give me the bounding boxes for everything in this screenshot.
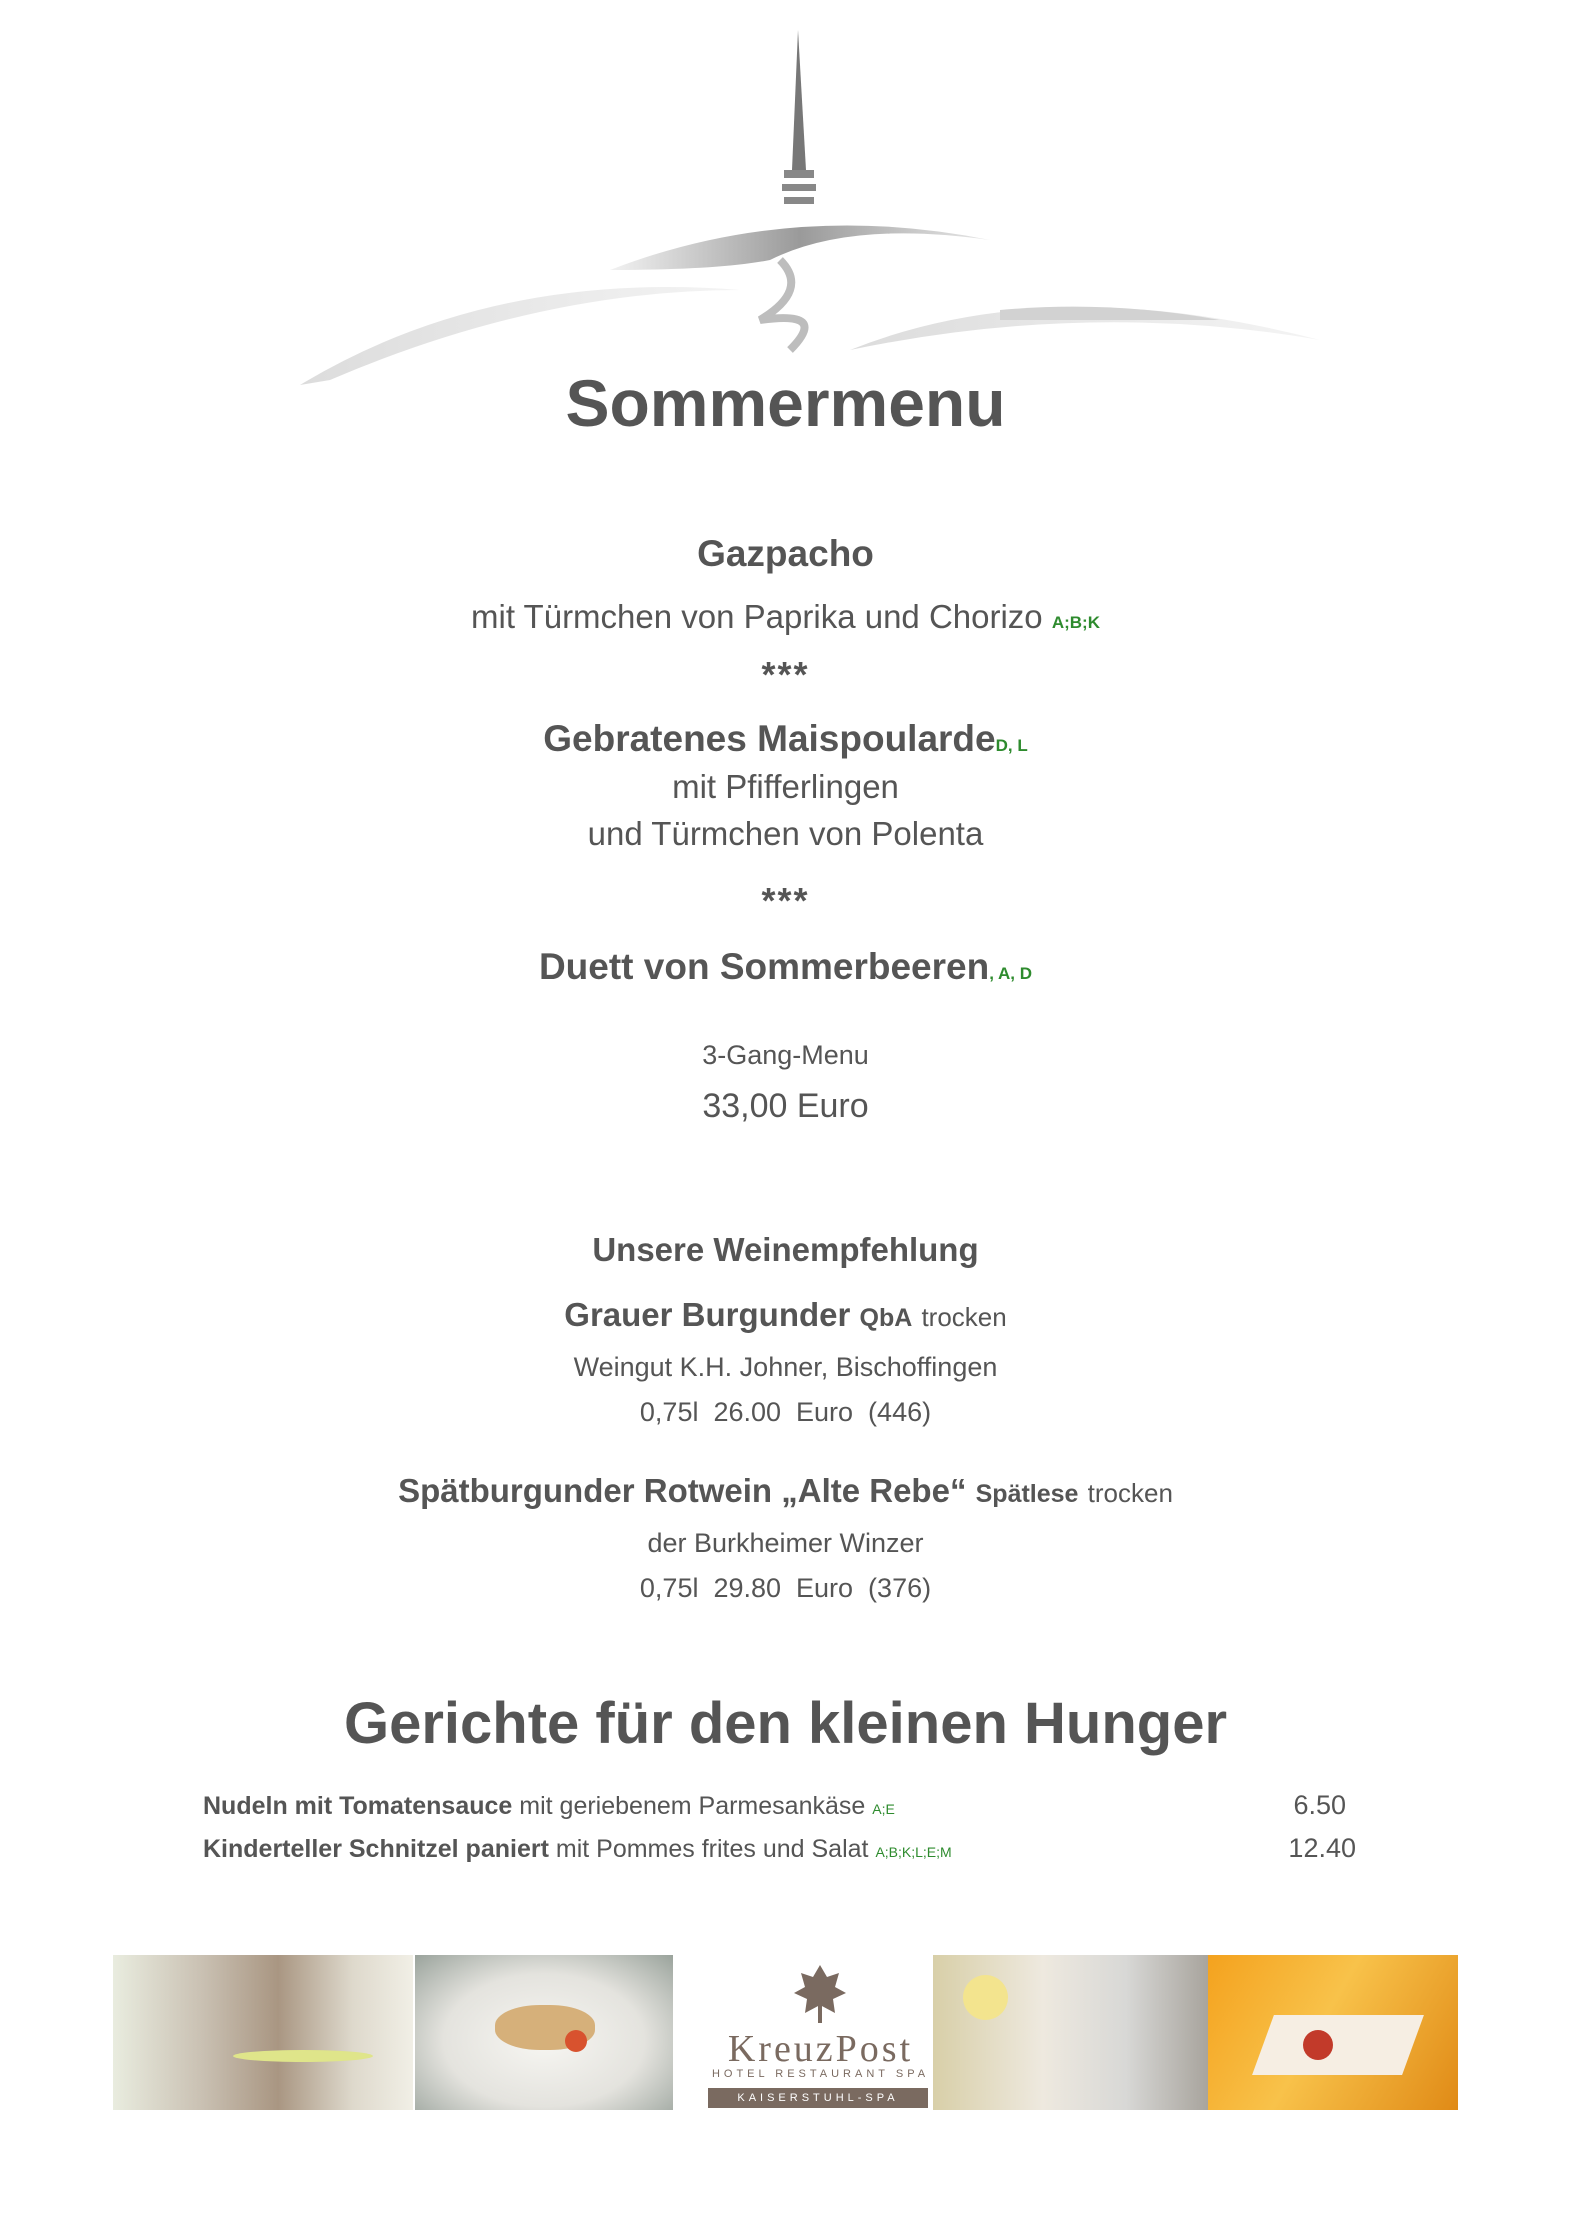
snack2-name: Kinderteller Schnitzel paniert xyxy=(203,1835,549,1863)
course1-allergens: A;B;K xyxy=(1051,613,1100,632)
course2-name: Gebratenes Maispoularde xyxy=(543,718,996,759)
wine1-line xyxy=(0,1296,1571,1334)
brand-subtitle: HOTEL RESTAURANT SPA xyxy=(711,2068,930,2080)
wine1-quality: QbA xyxy=(859,1304,913,1332)
course3-name: Duett von Sommerbeeren xyxy=(538,946,990,987)
snack2-price: 12.40 xyxy=(1288,1833,1356,1863)
wine2-line xyxy=(0,1472,1571,1510)
leaf-icon xyxy=(793,1963,848,2025)
course1-desc-line xyxy=(0,598,1571,636)
wine2-producer: der Burkheimer Winzer xyxy=(647,1528,924,1558)
dessert-photo xyxy=(1208,1955,1458,2110)
wine-heading: Unsere Weinempfehlung xyxy=(592,1231,979,1268)
course-separator: *** xyxy=(761,654,810,695)
course2-line xyxy=(0,718,1571,760)
wine1-price: 0,75l 26.00 Euro (446) xyxy=(639,1397,932,1427)
snacks-heading: Gerichte für den kleinen Hunger xyxy=(343,1691,1228,1756)
snack1-line xyxy=(203,1792,895,1821)
brand-name: KreuzPost xyxy=(727,2028,914,2070)
snack1-price: 6.50 xyxy=(1293,1790,1346,1820)
snack1-name: Nudeln mit Tomatensauce xyxy=(203,1792,513,1820)
snack2-allergens: A;B;K;L;E;M xyxy=(875,1844,952,1860)
course2-allergens: D, L xyxy=(995,736,1028,755)
menu-price: 33,00 Euro xyxy=(702,1087,869,1125)
snack1-allergens: A;E xyxy=(872,1801,895,1817)
course3-allergens: , A, D xyxy=(989,964,1033,983)
page-title: Sommermenu xyxy=(565,366,1006,440)
fish-dish-photo xyxy=(415,1955,673,2110)
menu-label: 3-Gang-Menu xyxy=(702,1040,869,1070)
course1-name: Gazpacho xyxy=(697,533,874,574)
table-setting-photo xyxy=(933,1955,1208,2110)
course2-desc1: mit Pfifferlingen xyxy=(672,768,899,805)
course2-desc2: und Türmchen von Polenta xyxy=(587,815,984,852)
snack2-desc: mit Pommes frites und Salat xyxy=(555,1835,869,1863)
wine2-quality: Spätlese xyxy=(975,1480,1079,1508)
footer-photo-strip xyxy=(113,1955,1458,2110)
snack2-line xyxy=(203,1835,952,1864)
wine1-producer: Weingut K.H. Johner, Bischoffingen xyxy=(573,1352,998,1382)
brand-bar: KAISERSTUHL-SPA xyxy=(708,2088,928,2108)
tower-hills-logo xyxy=(290,20,1340,390)
course1-desc: mit Türmchen von Paprika und Chorizo xyxy=(471,598,1043,635)
course-separator-2: *** xyxy=(761,880,810,921)
wine1-taste: trocken xyxy=(921,1302,1007,1332)
wine1-name: Grauer Burgunder xyxy=(564,1296,851,1333)
kreuzpost-logo xyxy=(698,1955,943,2110)
wine2-taste: trocken xyxy=(1087,1478,1173,1508)
snack1-desc: mit geriebenem Parmesankäse xyxy=(519,1792,866,1820)
course3-line xyxy=(0,946,1571,988)
restaurant-photo xyxy=(113,1955,413,2110)
wine2-name: Spätburgunder Rotwein „Alte Rebe“ xyxy=(398,1472,967,1509)
wine2-price: 0,75l 29.80 Euro (376) xyxy=(639,1573,932,1603)
